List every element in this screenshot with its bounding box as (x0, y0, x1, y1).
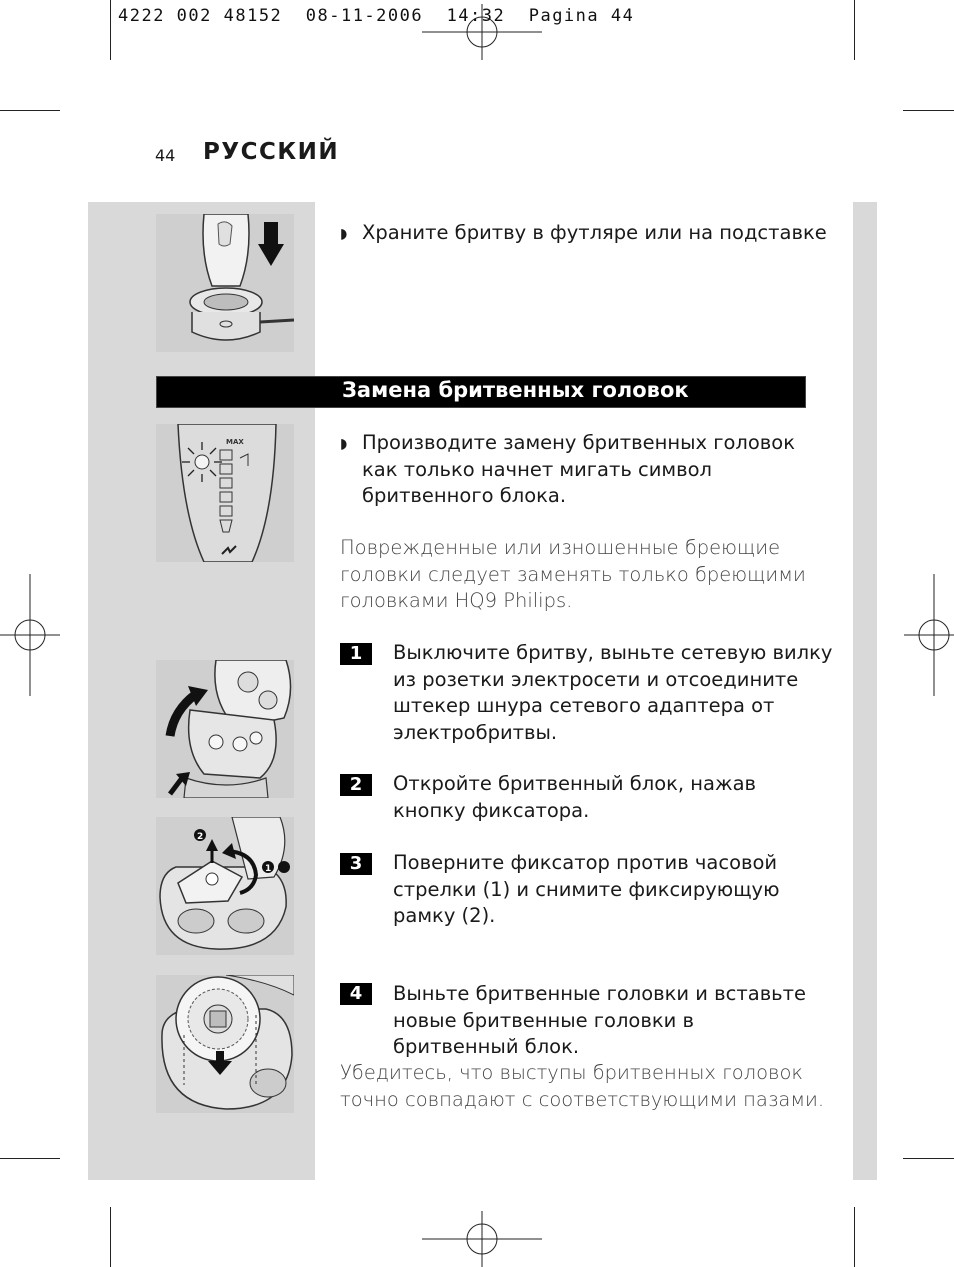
step-4-line: бритвенный блок. (393, 1035, 580, 1058)
crop-mark (110, 1207, 111, 1267)
replacement-note-line: головками HQ9 Philips. (340, 589, 573, 612)
illustration-remove-retaining-frame (156, 817, 294, 955)
final-note-line: Убедитесь, что выступы бритвенных головок (340, 1061, 803, 1084)
right-gray-band (853, 202, 877, 1180)
section-header-bar (156, 376, 806, 408)
section-title: Замена бритвенных головок (342, 378, 689, 402)
registration-mark-left (0, 574, 60, 696)
step-number-badge: 1 (340, 643, 372, 665)
replacement-note-line: головки следует заменять только бреющими (340, 562, 806, 586)
step-1-line: из розетки электросети и отсоедините (393, 667, 799, 691)
storage-instruction: Храните бритву в футляре или на подставке (362, 221, 827, 244)
bullet-icon: ◗ (340, 226, 348, 242)
crop-mark (0, 1158, 60, 1159)
bullet-icon: ◗ (340, 436, 348, 452)
step-4-line: новые бритвенные головки в (393, 1008, 694, 1032)
crop-mark (854, 0, 855, 60)
step-number-badge: 2 (340, 774, 372, 796)
replace-instruction-line: Производите замену бритвенных головок (362, 431, 795, 454)
step-number-badge: 3 (340, 853, 372, 875)
step-4-line: Выньте бритвенные головки и вставьте (393, 982, 807, 1005)
display-max-label: MAX (226, 438, 244, 446)
crop-mark (854, 1207, 855, 1267)
replacement-note-line: Поврежденные или изношенные бреющие (340, 536, 781, 559)
callout-1: 1 (265, 864, 272, 874)
language-heading: РУССКИЙ (203, 139, 340, 165)
illustration-shaver-on-stand (156, 214, 294, 352)
final-note-line: точно совпадают с соответствующими пазами. (340, 1087, 825, 1111)
crop-mark (903, 110, 954, 111)
crop-mark (110, 0, 111, 60)
step-1-line: штекер шнура сетевого адаптера от (393, 694, 775, 717)
callout-2: 2 (197, 832, 204, 842)
replace-instruction-line: бритвенного блока. (362, 484, 567, 507)
illustration-insert-shaving-heads (156, 975, 294, 1113)
crop-mark (0, 110, 60, 111)
page-number: 44 (155, 146, 176, 165)
step-2-line: Откройте бритвенный блок, нажав (393, 772, 757, 795)
step-3-line: рамку (2). (393, 904, 496, 927)
step-2-line: кнопку фиксатора. (393, 798, 590, 822)
step-3-line: стрелки (1) и снимите фиксирующую (393, 877, 780, 901)
crop-mark (903, 1158, 954, 1159)
print-slug: 4222 002 48152 08-11-2006 14:32 Pagina 44 (118, 6, 635, 26)
registration-mark-bottom (420, 1211, 544, 1267)
replace-instruction-line: как только начнет мигать символ (362, 457, 713, 481)
illustration-open-shaving-unit (156, 660, 294, 798)
step-number-badge: 4 (340, 983, 372, 1005)
step-1-line: электробритвы. (393, 720, 558, 744)
step-3-line: Поверните фиксатор против часовой (393, 851, 778, 874)
registration-mark-right (904, 574, 954, 696)
illustration-display-indicator (156, 424, 294, 562)
step-1-line: Выключите бритву, выньте сетевую вилку (393, 641, 833, 664)
